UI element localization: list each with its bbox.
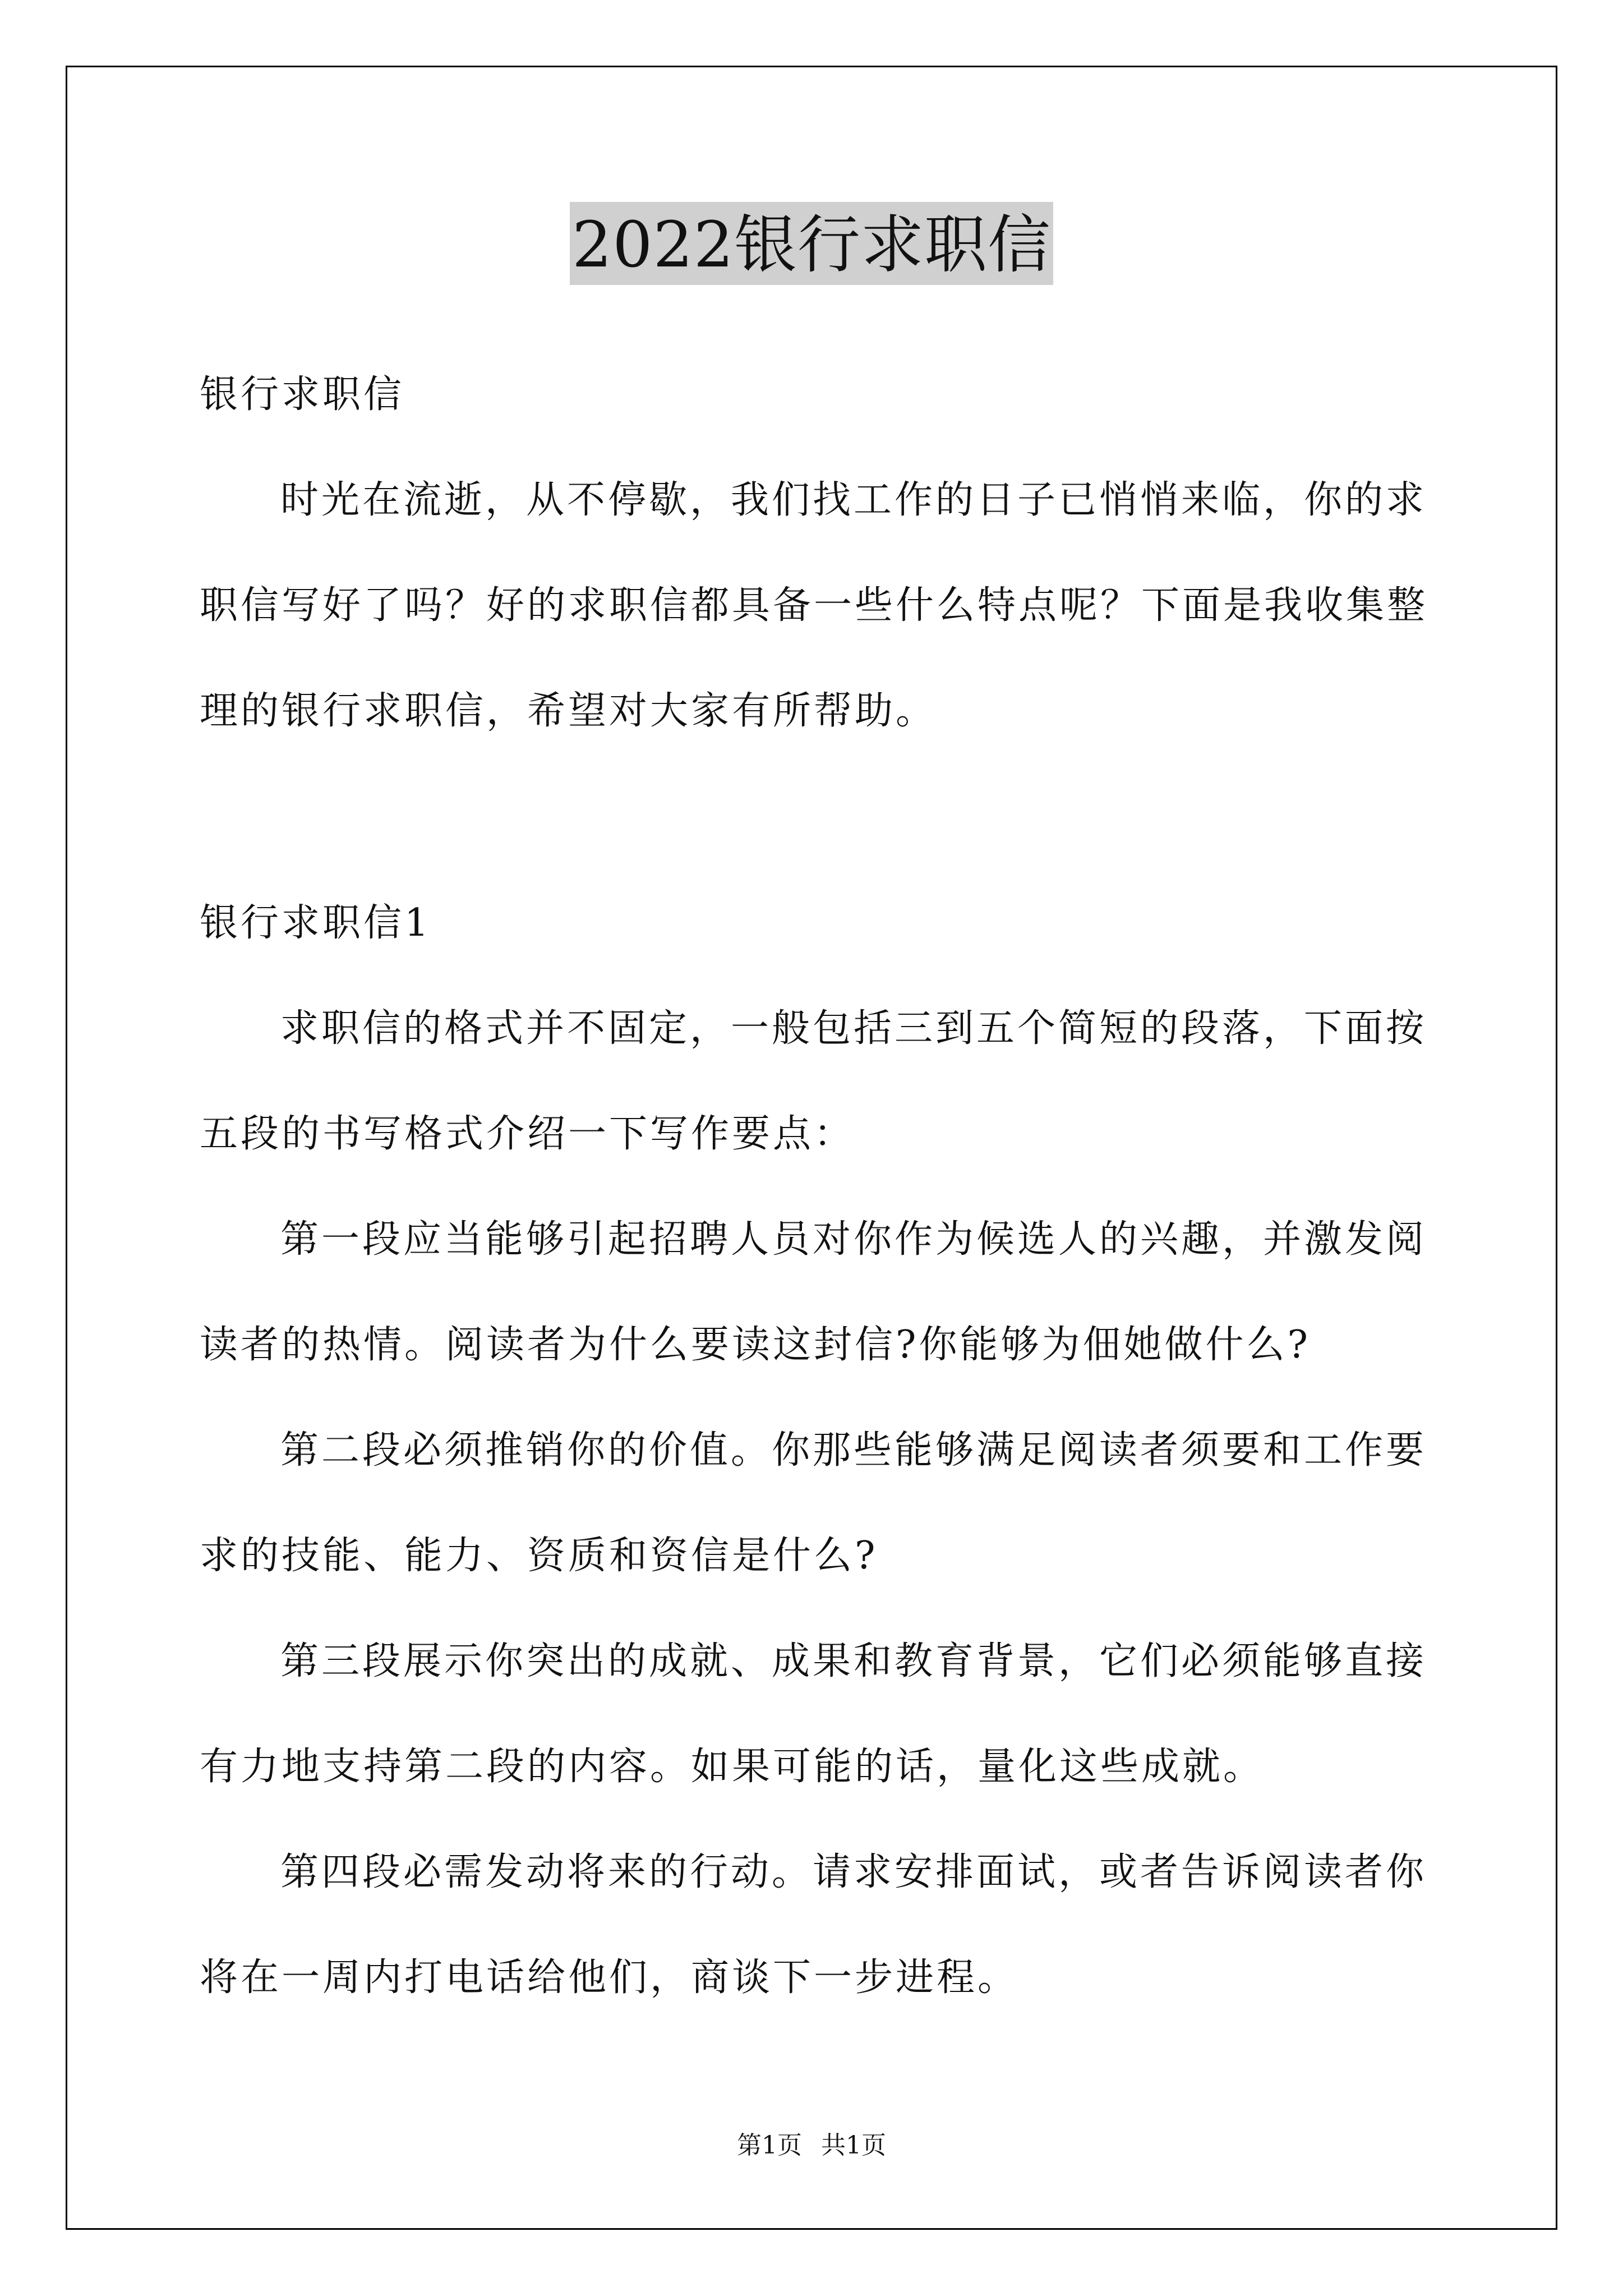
paragraph-line: 理的银行求职信，希望对大家有所帮助。 bbox=[200, 689, 937, 733]
paragraph-line: 五段的书写格式介绍一下写作要点： bbox=[200, 1112, 855, 1156]
paragraph-line: 时光在流逝，从不停歇，我们找工作的日子已悄悄来临，你的求 bbox=[280, 478, 1427, 522]
document-title: 2022银行求职信 bbox=[570, 202, 1053, 285]
paragraph-line: 第一段应当能够引起招聘人员对你作为候选人的兴趣，并激发阅 bbox=[280, 1217, 1427, 1262]
page-number-total: 共1页 bbox=[821, 2131, 886, 2160]
paragraph-line: 第四段必需发动将来的行动。请求安排面试，或者告诉阅读者你 bbox=[280, 1850, 1427, 1894]
page-number-current: 第1页 bbox=[737, 2131, 802, 2160]
paragraph-line: 求的技能、能力、资质和资信是什么? bbox=[200, 1534, 878, 1578]
paragraph-line: 第二段必须推销你的价值。你那些能够满足阅读者须要和工作要 bbox=[280, 1428, 1427, 1473]
paragraph-line: 有力地支持第二段的内容。如果可能的话，量化这些成就。 bbox=[200, 1745, 1265, 1789]
paragraph-line: 职信写好了吗？好的求职信都具备一些什么特点呢？下面是我收集整 bbox=[200, 583, 1428, 628]
paragraph-line: 读者的热情。阅读者为什么要读这封信?你能够为佃她做什么? bbox=[200, 1323, 1311, 1367]
document-body bbox=[200, 342, 1433, 2031]
paragraph-line: 第三段展示你突出的成就、成果和教育背景，它们必须能够直接 bbox=[280, 1639, 1427, 1683]
section-heading: 银行求职信 bbox=[200, 372, 405, 417]
section-heading: 银行求职信1 bbox=[200, 901, 432, 945]
title-wrap bbox=[0, 202, 1623, 285]
blank-line bbox=[200, 764, 1433, 871]
page-footer bbox=[0, 2129, 1623, 2162]
paragraph-line: 将在一周内打电话给他们，商谈下一步进程。 bbox=[200, 1955, 1019, 2000]
paragraph-line: 求职信的格式并不固定，一般包括三到五个简短的段落，下面按 bbox=[280, 1006, 1427, 1051]
